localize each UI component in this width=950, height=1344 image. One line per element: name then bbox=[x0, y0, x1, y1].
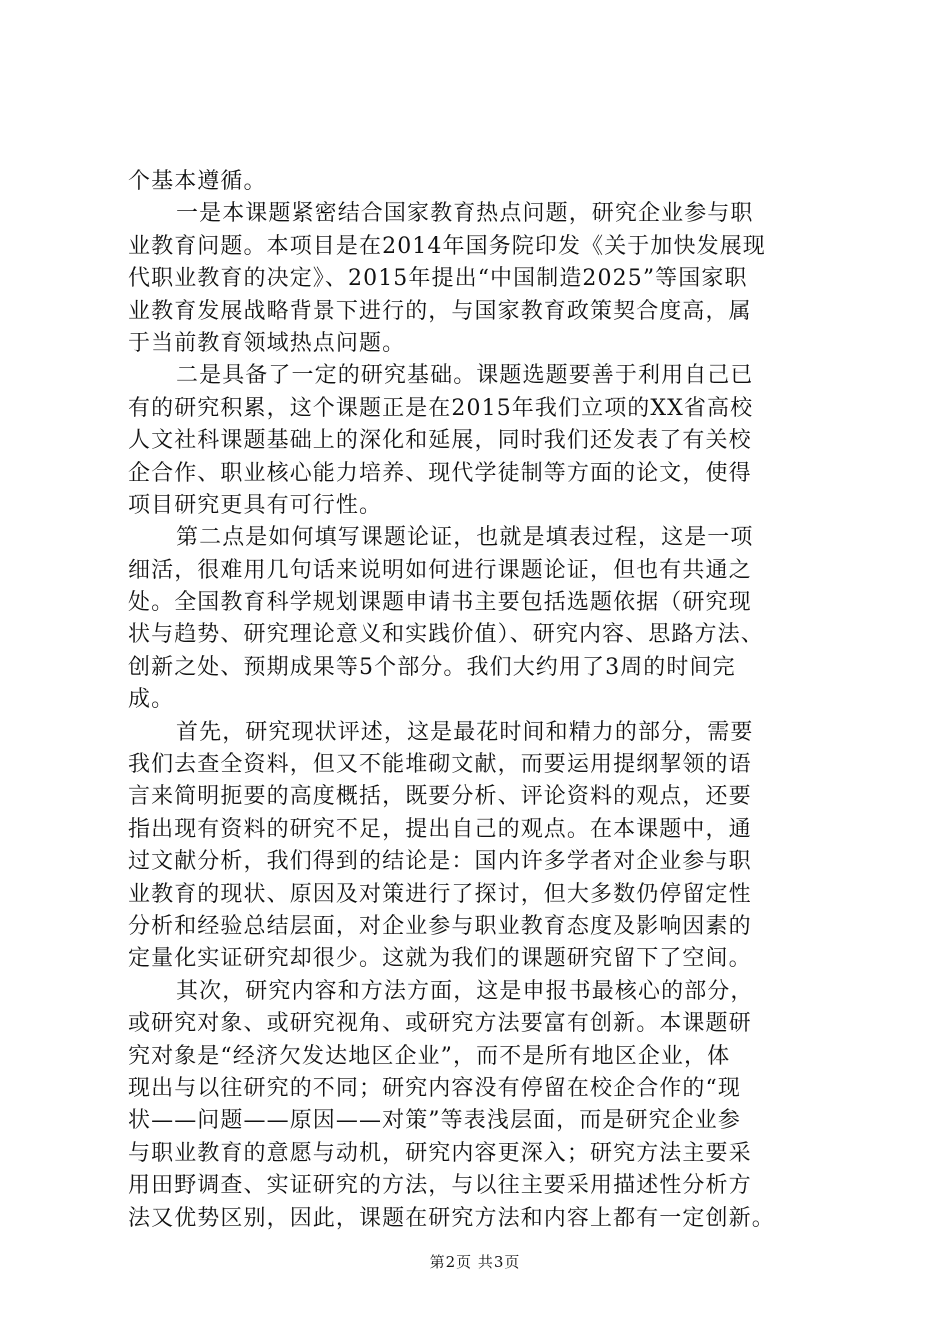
text-line: 第二点是如何填写课题论证，也就是填表过程，这是一项 bbox=[176, 525, 754, 551]
paragraph bbox=[128, 166, 840, 198]
text-line: 指出现有资料的研究不足，提出自己的观点。在本课题中，通 bbox=[128, 816, 752, 842]
document-body bbox=[128, 166, 840, 1235]
text-line: 二是具备了一定的研究基础。课题选题要善于利用自己已 bbox=[176, 363, 754, 389]
text-line: 究对象是“经济欠发达地区企业”，而不是所有地区企业，体 bbox=[128, 1043, 731, 1069]
text-line: 首先，研究现状评述，这是最花时间和精力的部分，需要 bbox=[176, 719, 754, 745]
text-line: 法又优势区别，因此，课题在研究方法和内容上都有一定创新。 bbox=[128, 1205, 775, 1231]
text-line: 定量化实证研究却很少。这就为我们的课题研究留下了空间。 bbox=[128, 946, 752, 972]
paragraph bbox=[128, 976, 840, 1235]
text-line: 处。全国教育科学规划课题申请书主要包括选题依据（研究现 bbox=[128, 590, 752, 616]
text-line: 代职业教育的决定》、2015年提出“中国制造2025”等国家职 bbox=[128, 266, 748, 292]
text-line: 一是本课题紧密结合国家教育热点问题，研究企业参与职 bbox=[176, 201, 754, 227]
text-line: 业教育问题。本项目是在2014年国务院印发《关于加快发展现 bbox=[128, 233, 766, 259]
paragraph bbox=[128, 717, 840, 976]
text-line: 于当前教育领域热点问题。 bbox=[128, 330, 406, 356]
text-line: 用田野调查、实证研究的方法，与以往主要采用描述性分析方 bbox=[128, 1173, 752, 1199]
text-line: 状与趋势、研究理论意义和实践价值）、研究内容、思路方法、 bbox=[128, 622, 764, 648]
text-line: 与职业教育的意愿与动机，研究内容更深入；研究方法主要采 bbox=[128, 1140, 752, 1166]
text-line: 细活，很难用几句话来说明如何进行课题论证，但也有共通之 bbox=[128, 557, 752, 583]
text-line: 个基本遵循。 bbox=[128, 169, 267, 194]
text-line: 项目研究更具有可行性。 bbox=[128, 492, 383, 518]
text-line: 人文社科课题基础上的深化和延展，同时我们还发表了有关校 bbox=[128, 428, 752, 454]
page-number-footer: 第2页 共3页 bbox=[429, 1253, 521, 1271]
paragraph bbox=[128, 522, 840, 716]
text-line: 或研究对象、或研究视角、或研究方法要富有创新。本课题研 bbox=[128, 1011, 752, 1037]
paragraph bbox=[128, 198, 840, 360]
text-line: 我们去查全资料，但又不能堆砌文献，而要运用提纲挈领的语 bbox=[128, 752, 752, 778]
text-line: 业教育的现状、原因及对策进行了探讨，但大多数仍停留定性 bbox=[128, 881, 752, 907]
text-line: 企合作、职业核心能力培养、现代学徒制等方面的论文，使得 bbox=[128, 460, 752, 486]
text-line: 分析和经验总结层面，对企业参与职业教育态度及影响因素的 bbox=[128, 913, 752, 939]
text-line: 言来简明扼要的高度概括，既要分析、评论资料的观点，还要 bbox=[128, 784, 752, 810]
text-line: 过文献分析，我们得到的结论是：国内许多学者对企业参与职 bbox=[128, 849, 752, 875]
text-line: 现出与以往研究的不同；研究内容没有停留在校企合作的“现 bbox=[128, 1075, 741, 1101]
text-line: 其次，研究内容和方法方面，这是申报书最核心的部分， bbox=[176, 978, 754, 1004]
text-line: 业教育发展战略背景下进行的，与国家教育政策契合度高，属 bbox=[128, 298, 752, 324]
text-line: 创新之处、预期成果等5个部分。我们大约用了3周的时间完 bbox=[128, 654, 736, 680]
paragraph bbox=[128, 360, 840, 522]
text-line: 状——问题——原因——对策”等表浅层面，而是研究企业参 bbox=[128, 1108, 741, 1134]
text-line: 有的研究积累，这个课题正是在2015年我们立项的XX省高校 bbox=[128, 395, 754, 421]
text-line: 成。 bbox=[128, 687, 175, 713]
